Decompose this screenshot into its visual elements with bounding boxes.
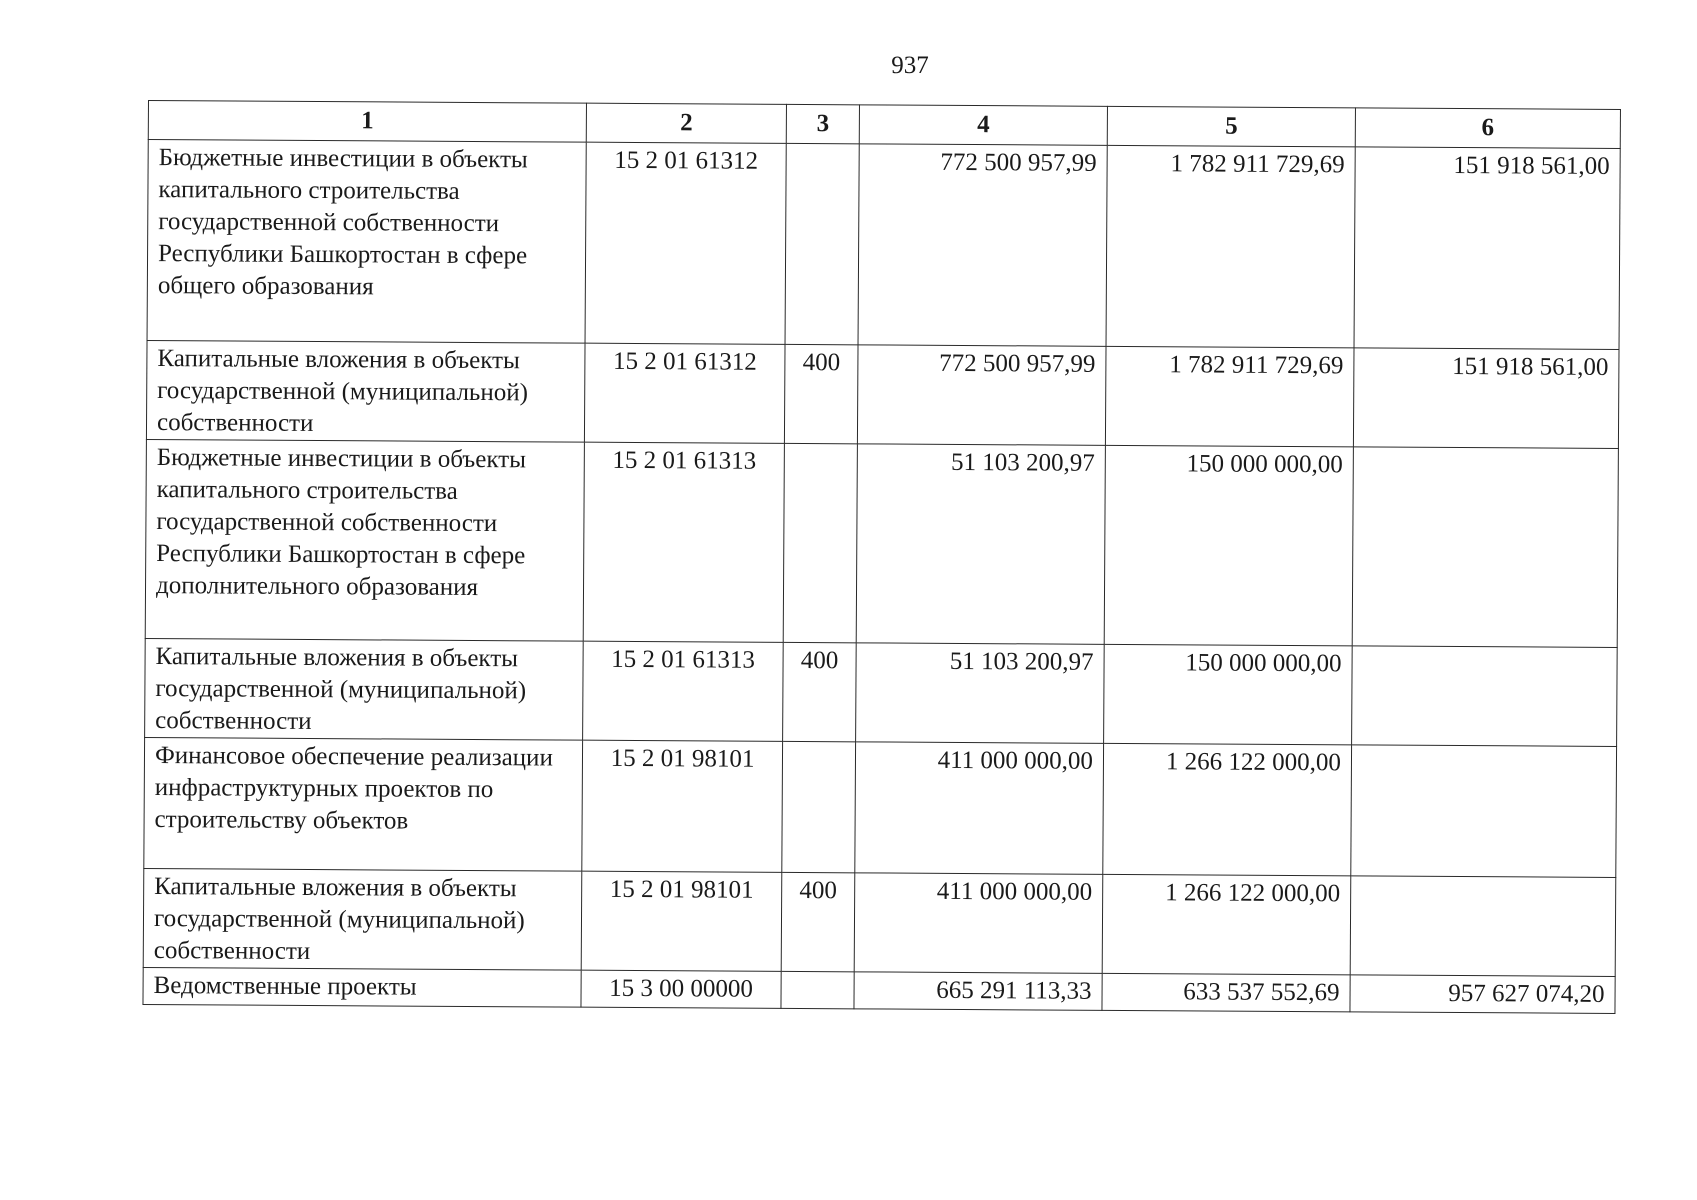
- row-expense-type: [781, 971, 854, 1008]
- header-col-4: 4: [859, 105, 1107, 146]
- row-code: 15 2 01 98101: [582, 740, 783, 872]
- row-amount-2: 1 266 122 000,00: [1102, 874, 1351, 975]
- row-name: Финансовое обеспечение реализации инфраструктурных проектов по строительству объектов: [144, 737, 583, 871]
- row-name: Капитальные вложения в объекты государственной (муниципальной) собственности: [146, 340, 585, 442]
- row-expense-type: 400: [784, 344, 858, 443]
- row-expense-type: [783, 443, 857, 642]
- header-col-1: 1: [148, 101, 586, 143]
- row-name: Капитальные вложения в объекты государственной (муниципальной) собственности: [145, 638, 584, 740]
- table-row: [143, 868, 1616, 976]
- page-number: 937: [891, 52, 929, 79]
- row-amount-1: 772 500 957,99: [858, 144, 1107, 347]
- row-expense-type: [782, 741, 856, 872]
- row-amount-3: 151 918 561,00: [1354, 147, 1620, 350]
- table-row: [144, 737, 1617, 877]
- row-code: 15 2 01 61313: [583, 641, 784, 741]
- table-row: [143, 967, 1615, 1013]
- row-code: 15 2 01 61313: [583, 442, 784, 642]
- budget-table-container: [142, 100, 1621, 1014]
- row-name: Бюджетные инвестиции в объекты капитального строительства государственной собственности Республики Башкортостан в сфере дополнительного образования: [145, 439, 584, 641]
- row-amount-2: 150 000 000,00: [1104, 644, 1353, 745]
- row-amount-1: 411 000 000,00: [854, 873, 1103, 974]
- row-amount-3: 957 627 074,20: [1350, 975, 1615, 1014]
- row-amount-2: 1 782 911 729,69: [1106, 145, 1355, 348]
- row-amount-1: 411 000 000,00: [855, 742, 1104, 875]
- row-amount-1: 665 291 113,33: [854, 972, 1102, 1011]
- table-row: [147, 140, 1620, 350]
- row-amount-2: 150 000 000,00: [1104, 445, 1353, 646]
- header-col-5: 5: [1107, 106, 1355, 147]
- row-name: Капитальные вложения в объекты государственной (муниципальной) собственности: [143, 868, 582, 970]
- row-amount-3: [1351, 745, 1617, 878]
- row-expense-type: [785, 143, 859, 344]
- header-col-6: 6: [1355, 108, 1620, 149]
- row-amount-2: 1 266 122 000,00: [1103, 743, 1352, 876]
- row-name: Бюджетные инвестиции в объекты капитального строительства государственной собственности Республики Башкортостан в сфере общего образования: [147, 140, 586, 344]
- table-row: [145, 638, 1618, 746]
- row-code: 15 2 01 61312: [585, 142, 786, 344]
- row-expense-type: 400: [783, 642, 857, 741]
- row-code: 15 2 01 61312: [584, 343, 785, 443]
- table-row: [146, 340, 1619, 448]
- row-name: Ведомственные проекты: [143, 967, 581, 1007]
- row-code: 15 2 01 98101: [581, 871, 782, 971]
- table-row: [145, 439, 1618, 647]
- header-col-2: 2: [586, 103, 786, 143]
- row-amount-1: 51 103 200,97: [856, 643, 1105, 744]
- row-amount-2: 1 782 911 729,69: [1105, 346, 1354, 447]
- row-amount-3: [1352, 447, 1618, 648]
- header-col-3: 3: [786, 104, 859, 143]
- budget-table: [142, 100, 1621, 1014]
- row-amount-1: 772 500 957,99: [857, 345, 1106, 446]
- row-amount-3: 151 918 561,00: [1353, 348, 1619, 449]
- row-amount-3: [1350, 876, 1616, 977]
- row-code: 15 3 00 00000: [581, 970, 781, 1008]
- row-amount-3: [1352, 646, 1618, 747]
- row-expense-type: 400: [781, 872, 855, 971]
- row-amount-1: 51 103 200,97: [856, 444, 1105, 645]
- row-amount-2: 633 537 552,69: [1102, 973, 1350, 1012]
